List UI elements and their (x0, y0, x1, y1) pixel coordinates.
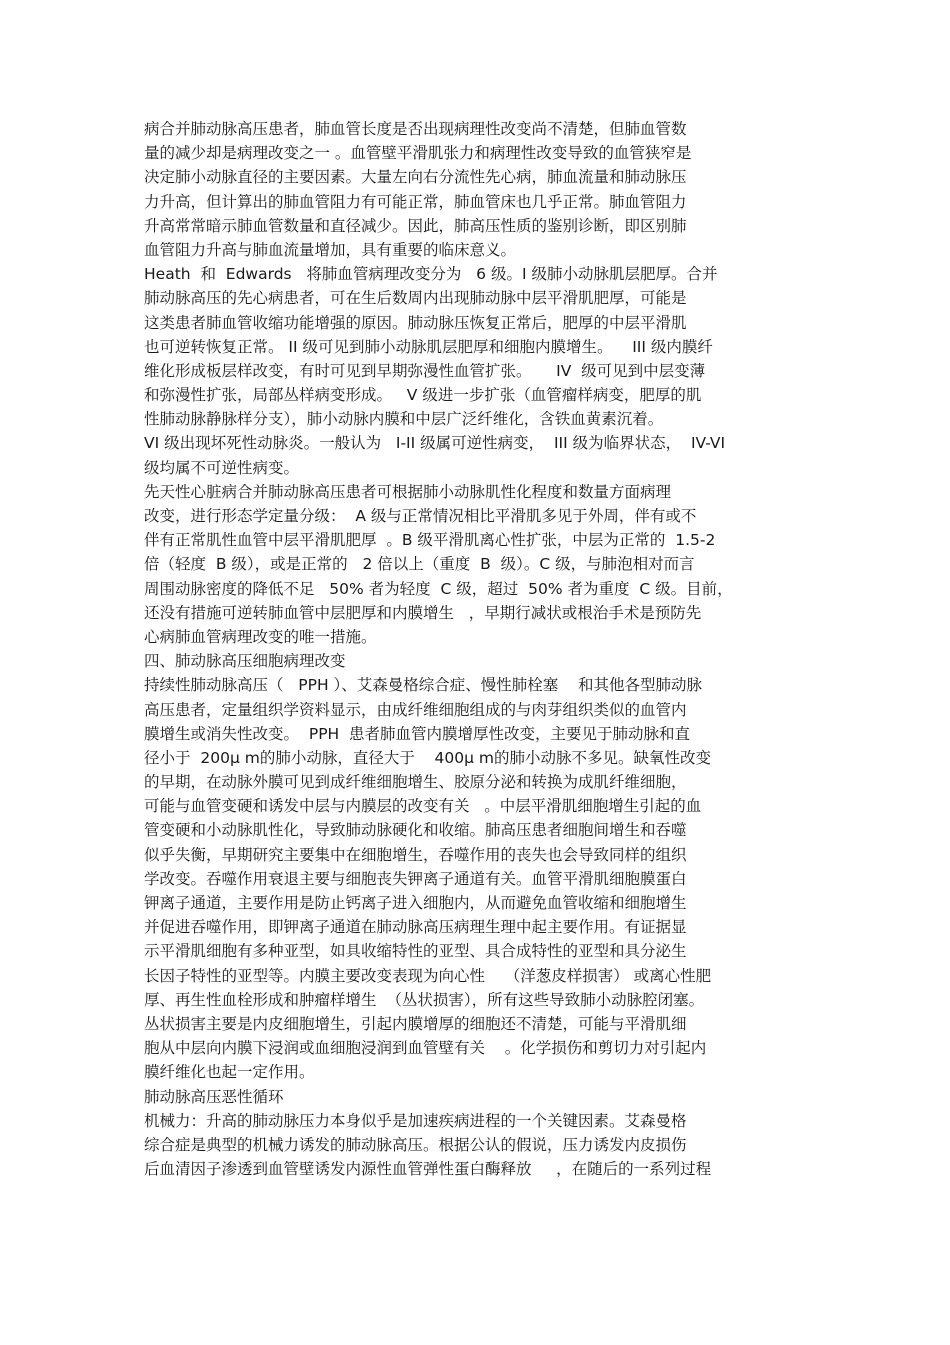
text-line: 长因子特性的亚型等。内膜主要改变表现为向心性 （洋葱皮样损害） 或离心性肥 (144, 966, 712, 985)
text-line: 机械力：升高的肺动脉压力本身似乎是加速疾病进程的一个关键因素。艾森曼格 (144, 1111, 687, 1130)
text-line: 管变硬和小动脉肌性化，导致肺动脉硬化和收缩。肺高压患者细胞间增生和吞噬 (144, 821, 687, 840)
text-line: 径小于 200μ m的肺小动脉，直径大于 400μ m的肺小动脉不多见。缺氧性改变 (144, 748, 712, 767)
text-line: 膜增生或消失性改变。 PPH 患者肺血管内膜增厚性改变，主要见于肺动脉和直 (144, 724, 691, 743)
text-line: 高压患者，定量组织学资料显示，由成纤维细胞组成的与肉芽组织类似的血管内 (144, 700, 687, 719)
text-line: 还没有措施可逆转肺血管中层肥厚和内膜增生 ，早期行减状或根治手术是预防先 (144, 603, 702, 622)
text-line: 升高常常暗示肺血管数量和直径减少。因此，肺高压性质的鉴别诊断，即区别肺 (144, 216, 687, 235)
text-line: 的早期，在动脉外膜可见到成纤维细胞增生、胶原分泌和转换为成肌纤维细胞， (144, 773, 687, 792)
text-line: 钾离子通道，主要作用是防止钙离子进入细胞内，从而避免血管收缩和细胞增生 (144, 894, 687, 912)
text-line: 学改变。吞噬作用衰退主要与细胞丧失钾离子通道有关。血管平滑肌细胞膜蛋白 (144, 869, 687, 888)
text-line: 后血清因子渗透到血管壁诱发内源性血管弹性蛋白酶释放 ，在随后的一系列过程 (144, 1160, 712, 1179)
text-line: 性肺动脉静脉样分支），肺小动脉内膜和中层广泛纤维化，含铁血黄素沉着。 (144, 410, 664, 429)
text-line: 力升高，但计算出的肺血管阻力有可能正常，肺血管床也几乎正常。肺血管阻力 (144, 192, 687, 211)
text-line: 心病肺血管病理改变的唯一措施。 (144, 627, 377, 646)
text-line: 倍（轻度 B 级），或是正常的 2 倍以上（重度 B 级）。C 级，与肺泡相对而言 (144, 555, 695, 574)
text-line: 病合并肺动脉高压患者，肺血管长度是否出现病理性改变尚不清楚，但肺血管数 (144, 120, 687, 138)
text-line: 似乎失衡，早期研究主要集中在细胞增生，吞噬作用的丧失也会导致同样的组织 (144, 845, 687, 864)
text-line: 厚、再生性血栓形成和肿瘤样增生 （丛状损害），所有这些导致肺小动脉腔闭塞。 (144, 990, 705, 1009)
body-text (144, 117, 814, 1181)
text-line: 伴有正常肌性血管中层平滑肌肥厚 。B 级平滑肌离心性扩张，中层为正常的 1.5-2 (144, 531, 716, 550)
text-line: VI 级出现坏死性动脉炎。一般认为 I-II 级属可逆性病变， III 级为临界状态， IV-VI (144, 434, 726, 453)
text-line: 持续性肺动脉高压（ PPH ）、艾森曼格综合症、慢性肺栓塞 和其他各型肺动脉 (144, 676, 703, 695)
text-line: 先天性心脏病合并肺动脉高压患者可根据肺小动脉肌性化程度和数量方面病理 (144, 482, 672, 501)
text-line: 级均属不可逆性病变。 (144, 458, 300, 477)
section-heading: 肺动脉高压恶性循环 (144, 1087, 284, 1106)
text-line: 膜纤维化也起一定作用。 (144, 1063, 315, 1082)
text-line: 也可逆转恢复正常。 II 级可见到肺小动脉肌层肥厚和细胞内膜增生。 III 级内膜纤 (144, 337, 713, 356)
text-line: 周围动脉密度的降低不足 50% 者为轻度 C 级，超过 50% 者为重度 C 级。目前， (144, 579, 733, 598)
text-line: 胞从中层向内膜下浸润或血细胞浸润到血管壁有关 。化学损伤和剪切力对引起内 (144, 1039, 707, 1058)
text-line: 并促进吞噬作用，即钾离子通道在肺动脉高压病理生理中起主要作用。有证据显 (144, 918, 687, 937)
text-line: 可能与血管变硬和诱发中层与内膜层的改变有关 。中层平滑肌细胞增生引起的血 (144, 797, 702, 816)
text-line: 肺动脉高压的先心病患者，可在生后数周内出现肺动脉中层平滑肌肥厚，可能是 (144, 289, 687, 308)
text-line: Heath 和 Edwards 将肺血管病理改变分为 6 级。I 级肺小动脉肌层肥厚。合并 (144, 265, 718, 284)
text-line: 决定肺小动脉直径的主要因素。大量左向右分流性先心病，肺血流量和肺动脉压 (144, 168, 687, 187)
text-line: 这类患者肺血管收缩功能增强的原因。肺动脉压恢复正常后，肥厚的中层平滑肌 (144, 313, 687, 332)
text-line: 维化形成板层样改变，有时可见到早期弥漫性血管扩张。 IV 级可见到中层变薄 (144, 361, 706, 380)
text-line: 量的减少却是病理改变之一 。血管壁平滑肌张力和病理性改变导致的血管狭窄是 (144, 144, 692, 163)
section-heading: 四、肺动脉高压细胞病理改变 (144, 652, 346, 671)
text-line: 丛状损害主要是内皮细胞增生，引起内膜增厚的细胞还不清楚，可能与平滑肌细 (144, 1014, 687, 1033)
text-line: 血管阻力升高与肺血流量增加，具有重要的临床意义。 (144, 240, 517, 259)
text-line: 综合症是典型的机械力诱发的肺动脉高压。根据公认的假说，压力诱发内皮损伤 (144, 1135, 687, 1154)
text-line: 和弥漫性扩张，局部丛样病变形成。 V 级进一步扩张（血管瘤样病变，肥厚的肌 (144, 386, 702, 405)
text-line: 改变，进行形态学定量分级： A 级与正常情况相比平滑肌多见于外周，伴有或不 (144, 507, 697, 525)
text-line: 示平滑肌细胞有多种亚型，如具收缩特性的亚型、具合成特性的亚型和具分泌生 (144, 942, 687, 961)
